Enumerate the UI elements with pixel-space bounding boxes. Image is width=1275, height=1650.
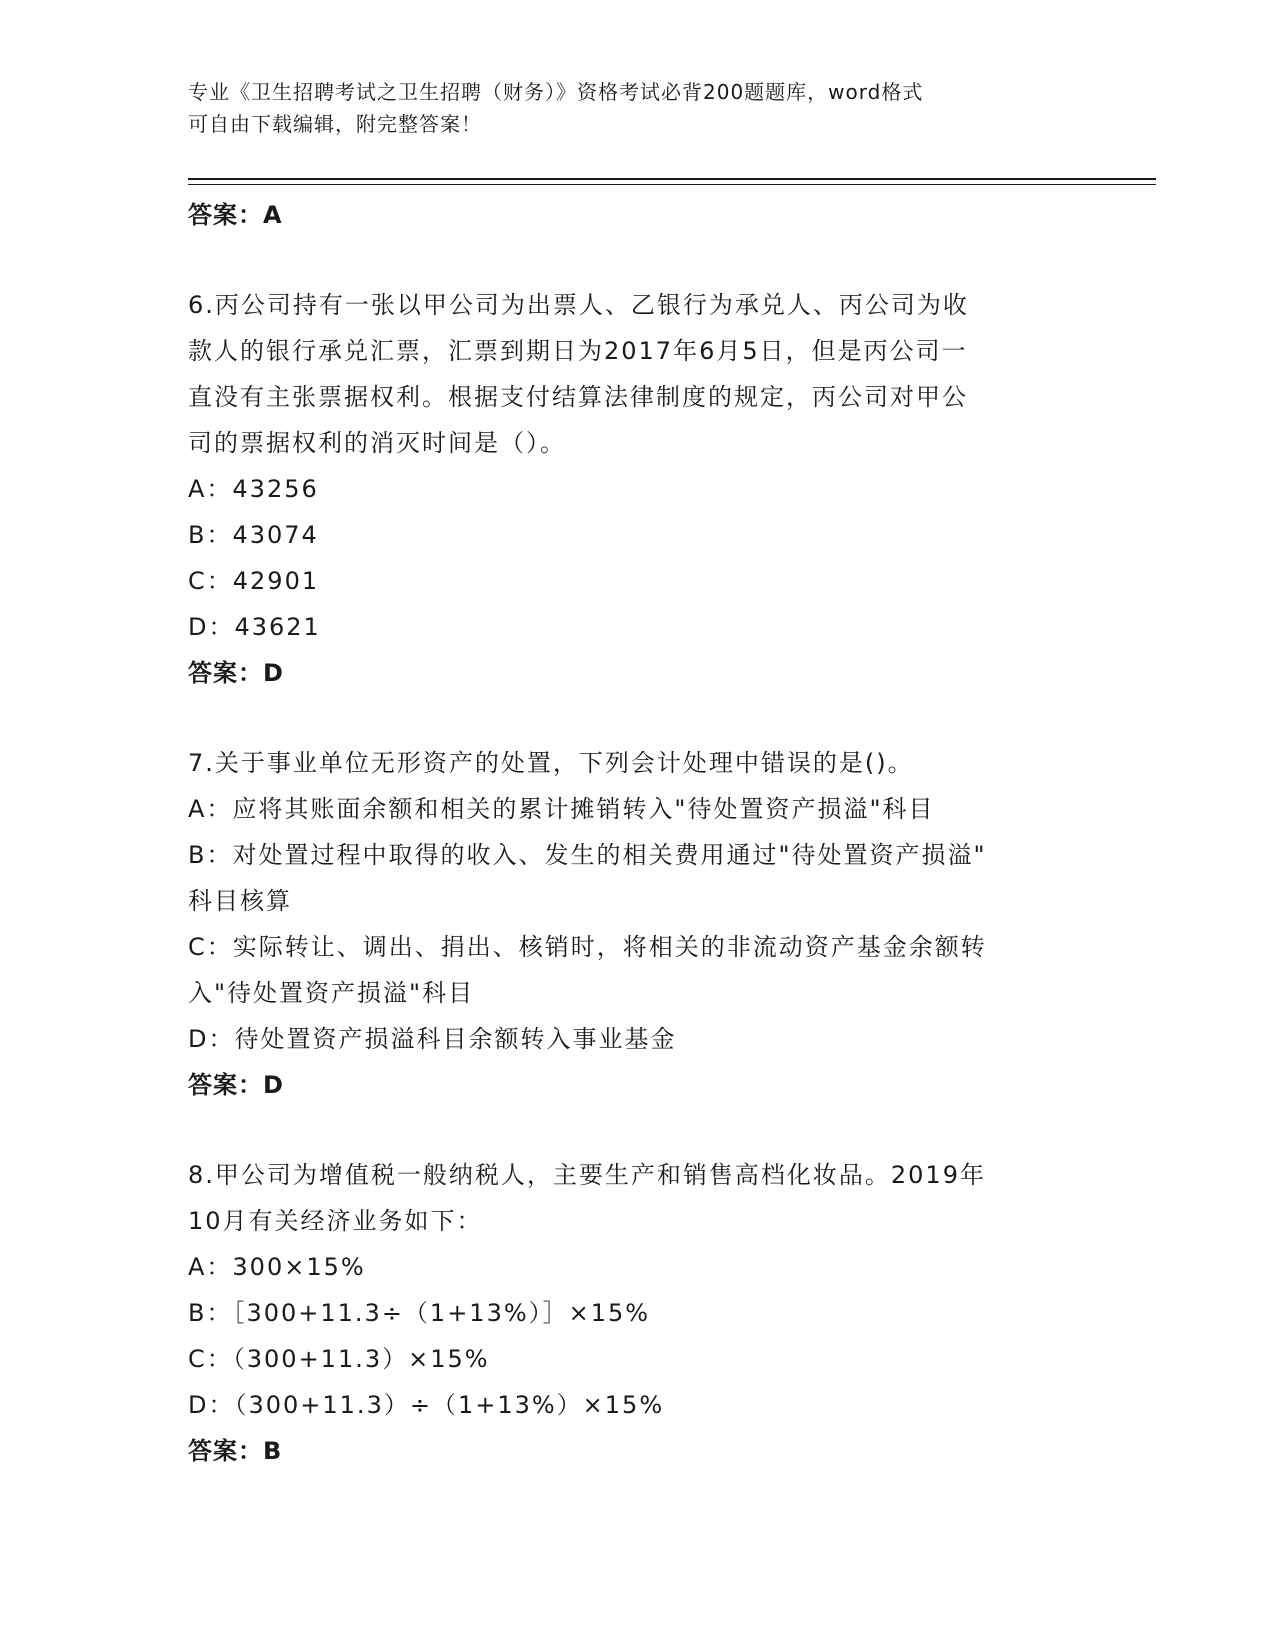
option-b: B：对处置过程中取得的收入、发生的相关费用通过"待处置资产损溢" — [188, 841, 987, 869]
question-7 — [188, 740, 1088, 1108]
question-stem-line: 直没有主张票据权利。根据支付结算法律制度的规定，丙公司对甲公 — [188, 383, 968, 411]
question-stem-line: 6.丙公司持有一张以甲公司为出票人、乙银行为承兑人、丙公司为收 — [188, 291, 969, 319]
question-6 — [188, 282, 1088, 696]
question-8 — [188, 1152, 1088, 1474]
previous-answer: 答案：A — [188, 201, 283, 229]
header-divider-thin — [188, 184, 1156, 185]
question-stem-line: 8.甲公司为增值税一般纳税人，主要生产和销售高档化妆品。2019年 — [188, 1161, 986, 1189]
question-stem-line: 司的票据权利的消灭时间是（）。 — [188, 429, 566, 457]
option-a: A：300×15% — [188, 1253, 366, 1281]
document-header — [188, 76, 1088, 140]
option-b-continued: 科目核算 — [188, 887, 292, 915]
option-d: D：待处置资产损溢科目余额转入事业基金 — [188, 1025, 677, 1053]
question-list — [188, 192, 1088, 1474]
answer: 答案：D — [188, 659, 284, 687]
option-d: D：（300+11.3）÷（1+13%）×15% — [188, 1391, 665, 1419]
option-b: B：43074 — [188, 521, 319, 549]
spacer — [188, 696, 1088, 740]
answer: 答案：B — [188, 1437, 283, 1465]
option-d: D：43621 — [188, 613, 321, 641]
option-c: C：42901 — [188, 567, 320, 595]
option-c: C：实际转让、调出、捐出、核销时，将相关的非流动资产基金余额转 — [188, 933, 987, 961]
header-divider-thick — [188, 178, 1156, 180]
question-stem-line: 10月有关经济业务如下： — [188, 1207, 483, 1235]
option-a: A：应将其账面余额和相关的累计摊销转入"待处置资产损溢"科目 — [188, 795, 935, 823]
header-title-line-2: 可自由下载编辑，附完整答案！ — [188, 112, 482, 136]
question-stem-line: 7.关于事业单位无形资产的处置，下列会计处理中错误的是()。 — [188, 749, 914, 777]
question-stem-line: 款人的银行承兑汇票，汇票到期日为2017年6月5日，但是丙公司一 — [188, 337, 968, 365]
spacer — [188, 238, 1088, 282]
spacer — [188, 1108, 1088, 1152]
option-c-continued: 入"待处置资产损溢"科目 — [188, 979, 475, 1007]
option-b: B：［300+11.3÷（1+13%）］×15% — [188, 1299, 651, 1327]
option-c: C：（300+11.3）×15% — [188, 1345, 490, 1373]
header-title-line-1: 专业《卫生招聘考试之卫生招聘（财务）》资格考试必背200题题库，word格式 — [188, 80, 924, 104]
answer: 答案：D — [188, 1071, 284, 1099]
option-a: A：43256 — [188, 475, 319, 503]
